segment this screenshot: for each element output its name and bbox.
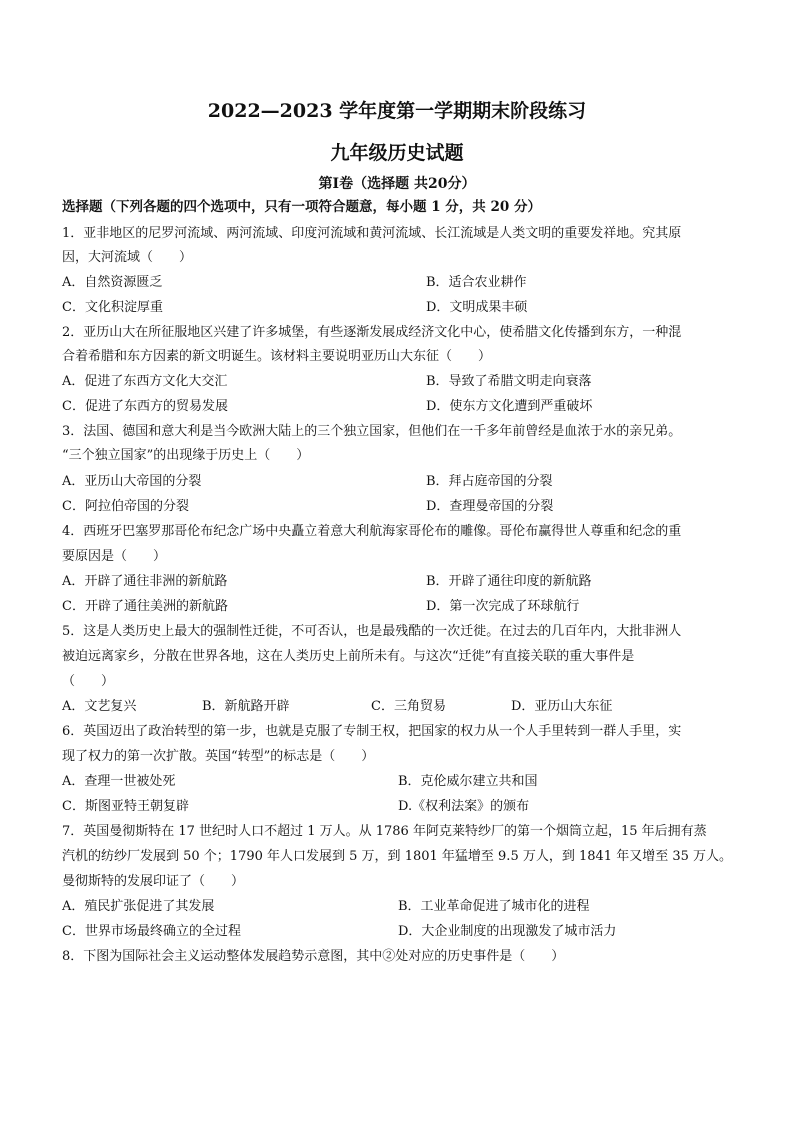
question-3-option-c: C．阿拉伯帝国的分裂	[62, 499, 189, 514]
question-6-line-1: 6．英国迈出了政治转型的第一步，也就是克服了专制王权，把国家的权力从一个人手里转到一群人手里，实	[62, 724, 682, 739]
question-6-option-a: A．查理一世被处死	[62, 774, 176, 789]
question-5-line-2: 被迫远离家乡，分散在世界各地，这在人类历史上前所未有。与这次“迁徙”有直接关联的重大事件是	[62, 649, 635, 664]
exam-subtitle: 九年级历史试题	[330, 142, 464, 164]
question-1-option-b: B．适合农业耕作	[426, 275, 527, 290]
question-1-line-1: 1．亚非地区的尼罗河流域、两河流域、印度河流域和黄河流域、长江流域是人类文明的重要发祥地。究其原	[62, 226, 682, 241]
question-3-option-a: A．亚历山大帝国的分裂	[62, 474, 202, 489]
question-4-option-a: A．开辟了通往非洲的新航路	[62, 574, 228, 589]
question-2-line-1: 2．亚历山大在所征服地区兴建了许多城堡，有些逐渐发展成经济文化中心，使希腊文化传播到东方，一种混	[62, 325, 682, 340]
question-1-option-d: D．文明成果丰硕	[426, 300, 528, 315]
question-4-option-d: D．第一次完成了环球航行	[426, 599, 580, 614]
question-5-option-c: C．三角贸易	[371, 699, 446, 714]
question-7-line-1: 7．英国曼彻斯特在 17 世纪时人口不超过 1 万人。从 1786 年阿克莱特纱厂的第一个烟筒立起，15 年后拥有蒸	[62, 824, 707, 839]
question-4-option-b: B．开辟了通往印度的新航路	[426, 574, 592, 589]
question-1-option-a: A．自然资源匮乏	[62, 275, 163, 290]
question-5-line-1: 5．这是人类历史上最大的强制性迁徙，不可否认，也是最残酷的一次迁徙。在过去的几百年内，大批非洲人	[62, 624, 682, 639]
question-4-line-1: 4．西班牙巴塞罗那哥伦布纪念广场中央矗立着意大利航海家哥伦布的雕像。哥伦布赢得世人尊重和纪念的重	[62, 524, 682, 539]
question-2-option-b: B．导致了希腊文明走向衰落	[426, 374, 592, 389]
question-7-option-a: A．殖民扩张促进了其发展	[62, 899, 215, 914]
question-6-option-b: B．克伦威尔建立共和国	[398, 774, 538, 789]
question-2-option-c: C．促进了东西方的贸易发展	[62, 399, 228, 414]
question-7-option-b: B．工业革命促进了城市化的进程	[398, 899, 590, 914]
exam-title: 2022—2023 学年度第一学期期末阶段练习	[207, 100, 587, 122]
question-8-line-1: 8．下图为国际社会主义运动整体发展趋势示意图，其中②处对应的历史事件是（ ）	[62, 949, 565, 964]
question-6-option-c: C．斯图亚特王朝复辟	[62, 799, 189, 814]
question-3-line-2: “三个独立国家”的出现缘于历史上（ ）	[62, 448, 310, 463]
question-2-line-2: 合着希腊和东方因素的新文明诞生。该材料主要说明亚历山大东征（ ）	[62, 349, 492, 364]
question-7-option-d: D．大企业制度的出现激发了城市活力	[398, 924, 617, 939]
question-7-line-3: 曼彻斯特的发展印证了（ ）	[62, 874, 245, 889]
question-5-line-3: （ ）	[62, 674, 115, 689]
question-1-option-c: C．文化积淀厚重	[62, 300, 163, 315]
question-5-option-a: A．文艺复兴	[62, 699, 137, 714]
question-3-option-b: B．拜占庭帝国的分裂	[426, 474, 553, 489]
question-5-option-d: D．亚历山大东征	[511, 699, 613, 714]
question-6-option-d: D.《权利法案》的颁布	[398, 799, 530, 814]
question-2-option-d: D．使东方文化遭到严重破坏	[426, 399, 593, 414]
question-7-line-2: 汽机的纺纱厂发展到 50 个；1790 年人口发展到 5 万，到 1801 年猛增至 9.5 万人，到 1841 年又增至 35 万人。	[62, 849, 733, 864]
question-4-line-2: 要原因是（ ）	[62, 549, 167, 564]
question-6-line-2: 现了权力的第一次扩散。英国“转型”的标志是（ ）	[62, 749, 375, 764]
question-4-option-c: C．开辟了通往美洲的新航路	[62, 599, 228, 614]
instructions: 选择题（下列各题的四个选项中，只有一项符合题意，每小题 1 分，共 20 分）	[62, 199, 541, 215]
question-3-option-d: D．查理曼帝国的分裂	[426, 499, 554, 514]
question-1-line-2: 因，大河流域（ ）	[62, 250, 193, 265]
question-7-option-c: C．世界市场最终确立的全过程	[62, 924, 241, 939]
section-heading: 第Ⅰ卷（选择题 共20分）	[318, 176, 476, 192]
question-3-line-1: 3．法国、德国和意大利是当今欧洲大陆上的三个独立国家，但他们在一千多年前曾经是血浓于水的亲兄弟。	[62, 424, 682, 439]
question-2-option-a: A．促进了东西方文化大交汇	[62, 374, 228, 389]
question-5-option-b: B．新航路开辟	[202, 699, 290, 714]
